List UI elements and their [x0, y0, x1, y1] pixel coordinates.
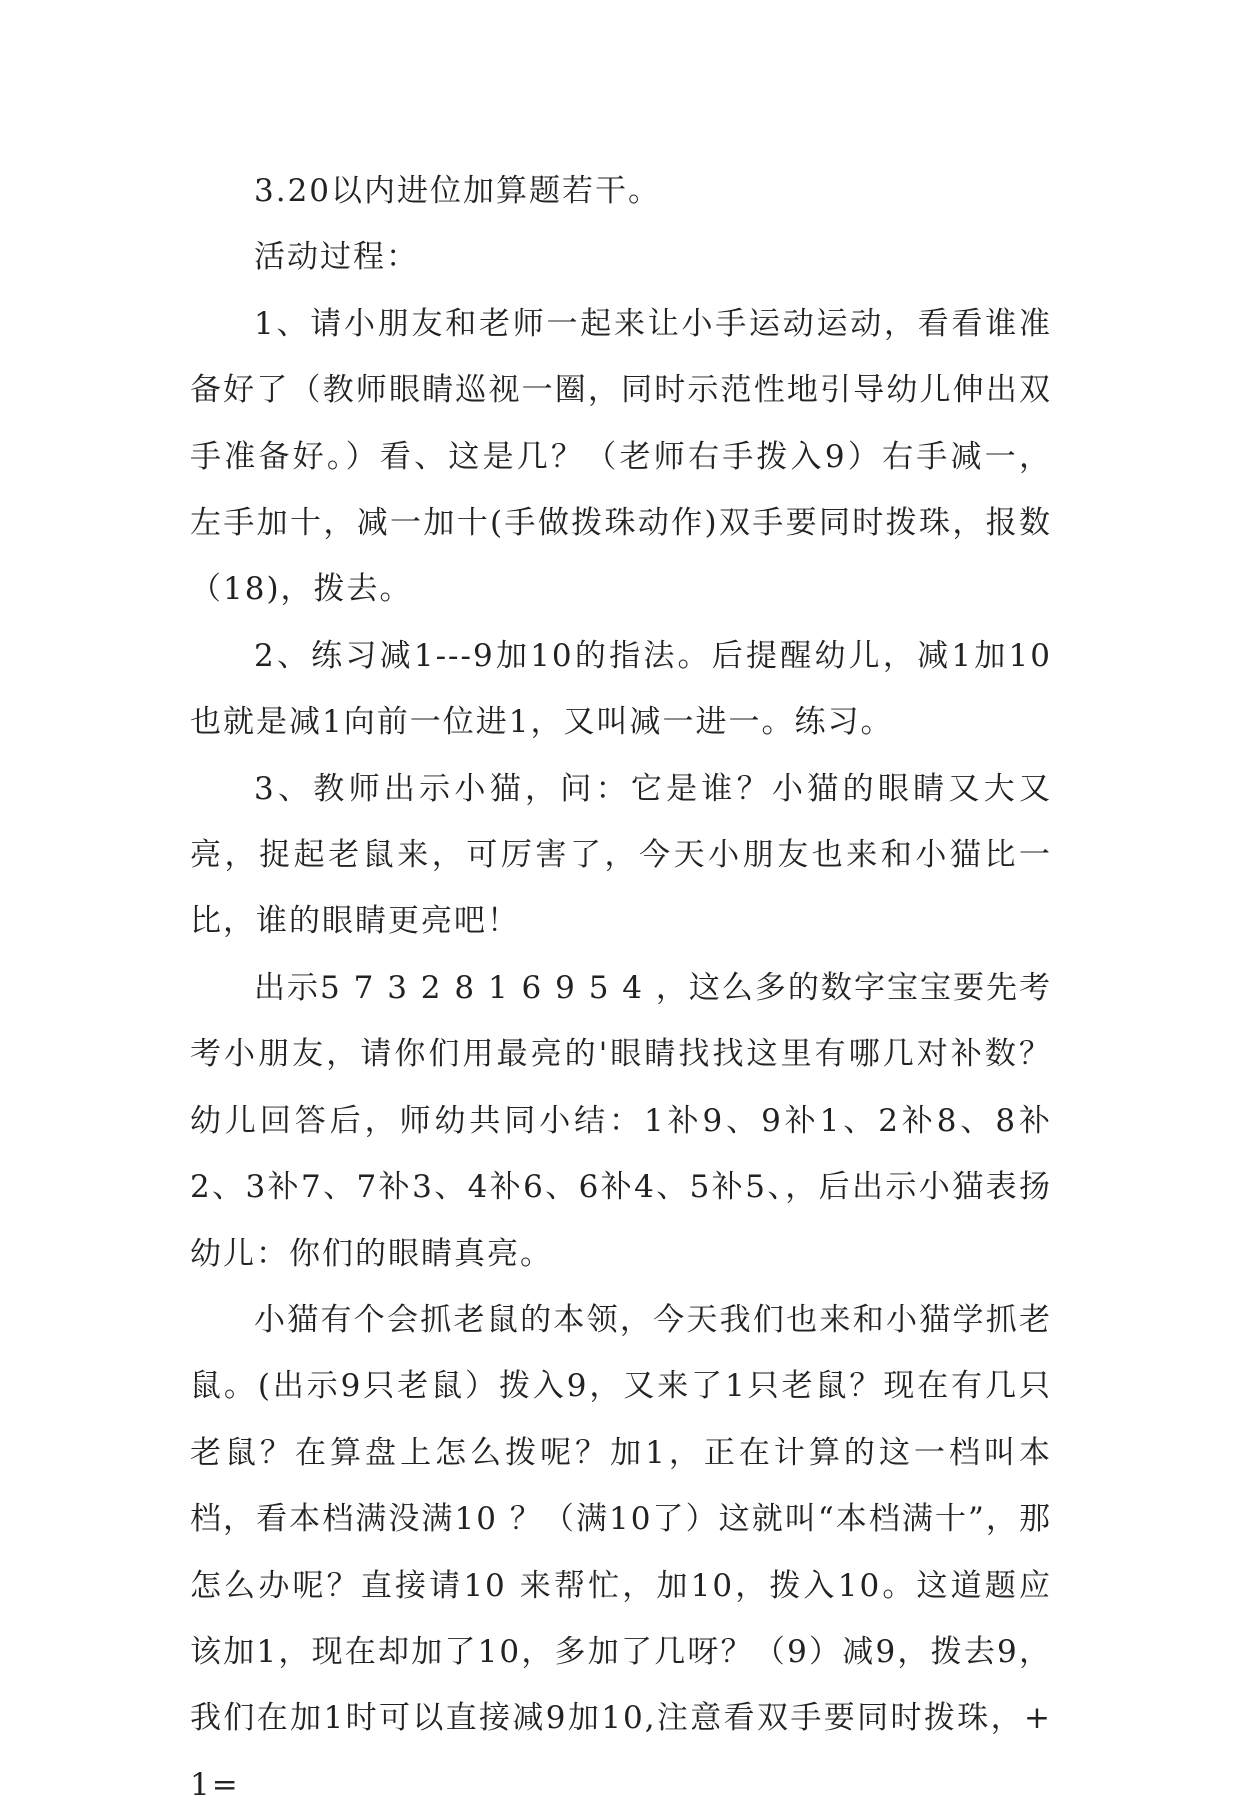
paragraph-cat-catch-mouse: 小猫有个会抓老鼠的本领，今天我们也来和小猫学抓老鼠。(出示9只老鼠）拨入9，又来了1只老鼠？现在有几只老鼠？在算盘上怎么拨呢？加1，正在计算的这一档叫本档，看本档满没满10 ？（满10了）这就叫“本档满十”，那怎么办呢？直接请10 来帮忙，加10，拨入10。这道题应该加1，现在却加了10，多加了几呀？（9）减9，拨去9，我们在加1时可以直接减9加10,注意看双手要同时拨珠，+1= [190, 1301, 1052, 1803]
paragraph-step-1: 1、请小朋友和老师一起来让小手运动运动，看看谁准备好了（教师眼睛巡视一圈，同时示范性地引导幼儿伸出双手准备好。）看、这是几？（老师右手拨入9）右手减一，左手加十，减一加十(手做拨珠动作)双手要同时拨珠，报数（18)，拨去。 [190, 305, 1052, 608]
paragraph-activity-process-heading: 活动过程： [254, 239, 419, 276]
paragraph-complement-numbers: 出示5 7 3 2 8 1 6 9 5 4 ，这么多的数字宝宝要先考考小朋友，请你们用最亮的'眼睛找找这里有哪几对补数？幼儿回答后，师幼共同小结：1补9、9补1、2补8、8补2、3补7、7补3、4补6、6补4、5补5、，后出示小猫表扬幼儿：你们的眼睛真亮。 [190, 969, 1052, 1272]
paragraph-step-2: 2、练习减1---9加10的指法。后提醒幼儿，减1加10也就是减1向前一位进1，又叫减一进一。练习。 [190, 637, 1052, 741]
document-body [190, 158, 1052, 1818]
paragraph-step-3: 3、教师出示小猫，问：它是谁？小猫的眼睛又大又亮，捉起老鼠来，可厉害了，今天小朋友也来和小猫比一比，谁的眼睛更亮吧！ [190, 770, 1052, 940]
paragraph-materials-3: 3.20以内进位加算题若干。 [254, 173, 662, 209]
